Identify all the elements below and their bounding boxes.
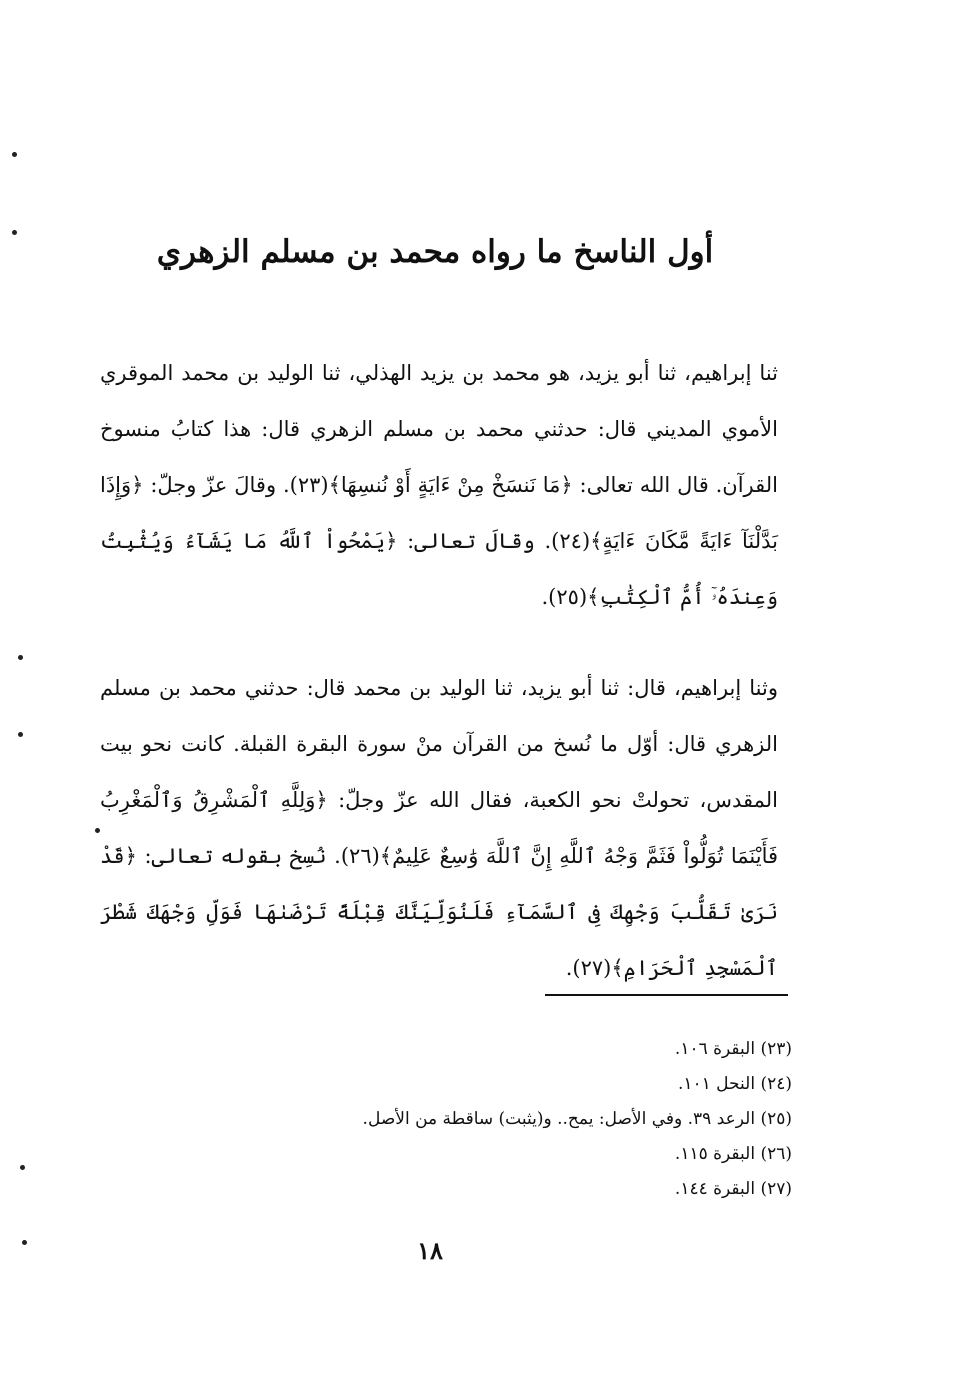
scan-speck (12, 230, 17, 235)
footnote-24: (٢٤) النحل ١٠١. (677, 1074, 792, 1094)
footnote-27: (٢٧) البقرة ١٤٤. (674, 1179, 792, 1199)
scan-speck (12, 152, 17, 157)
page-number: ١٨ (417, 1236, 443, 1265)
scan-speck (18, 732, 23, 737)
scan-speck (95, 828, 100, 833)
scan-speck (18, 655, 23, 660)
scan-speck (22, 1240, 27, 1245)
paragraph-1: ثنا إبراهيم، ثنا أبو يزيد، هو محمد بن يزيد الهذلي، ثنا الوليد بن محمد الموقري الأموي المديني قال: حدثني محمد بن مسلم الزهري قال: هذا كتابُ منسوخ القرآن. قال الله تعالى: ﴿مَا نَنسَخْ مِنْ ءَايَةٍ أَوْ نُنسِهَا﴾(٢٣). وقالَ عزّ وجلّ: ﴿وَإِذَا بَدَّلْنَآ ءَايَةً مَّكَانَ ءَايَةٍ﴾(٢٤). وقالَ تعالى: ﴿يَمْحُواْ ٱللَّهُ مَا يَشَآءُ وَيُثْبِتُ وَعِندَهُۥٓ أُمُّ ٱلْكِتَٰبِ﴾(٢٥). (100, 361, 778, 609)
paragraph-2: وثنا إبراهيم، قال: ثنا أبو يزيد، ثنا الوليد بن محمد قال: حدثني محمد بن مسلم الزهري قال: أوّل ما نُسخ من القرآن منْ سورة البقرة القبلة. كانت نحو بيت المقدس، تحولتْ نحو الكعبة، فقال الله عزّ وجلّ: ﴿وَلِلَّهِ ٱلْمَشْرِقُ وَٱلْمَغْرِبُ فَأَيْنَمَا تُوَلُّواْ فَثَمَّ وَجْهُ ٱللَّهِ إِنَّ ٱللَّهَ وَٰسِعٌ عَلِيمٌ﴾(٢٦). نُسِخ بقوله تعالى: ﴿قَدْ نَرَىٰ تَقَلُّبَ وَجْهِكَ فِى ٱلسَّمَآءِ فَلَنُوَلِّيَنَّكَ قِبْلَةً تَرْضَىٰهَا فَوَلِّ وَجْهَكَ شَطْرَ ٱلْمَسْجِدِ ٱلْحَرَامِ﴾(٢٧). (100, 676, 778, 980)
footnote-23: (٢٣) البقرة ١٠٦. (674, 1039, 792, 1059)
footnote-divider (545, 994, 788, 996)
footnote-25: (٢٥) الرعد ٣٩. وفي الأصل: يمح.. و(يثبت) ساقطة من الأصل. (362, 1109, 792, 1129)
scan-speck (20, 1165, 25, 1170)
footnote-26: (٢٦) البقرة ١١٥. (674, 1144, 792, 1164)
page-title: أول الناسخ ما رواه محمد بن مسلم الزهري (156, 234, 714, 270)
footnotes-list (230, 1032, 792, 1207)
